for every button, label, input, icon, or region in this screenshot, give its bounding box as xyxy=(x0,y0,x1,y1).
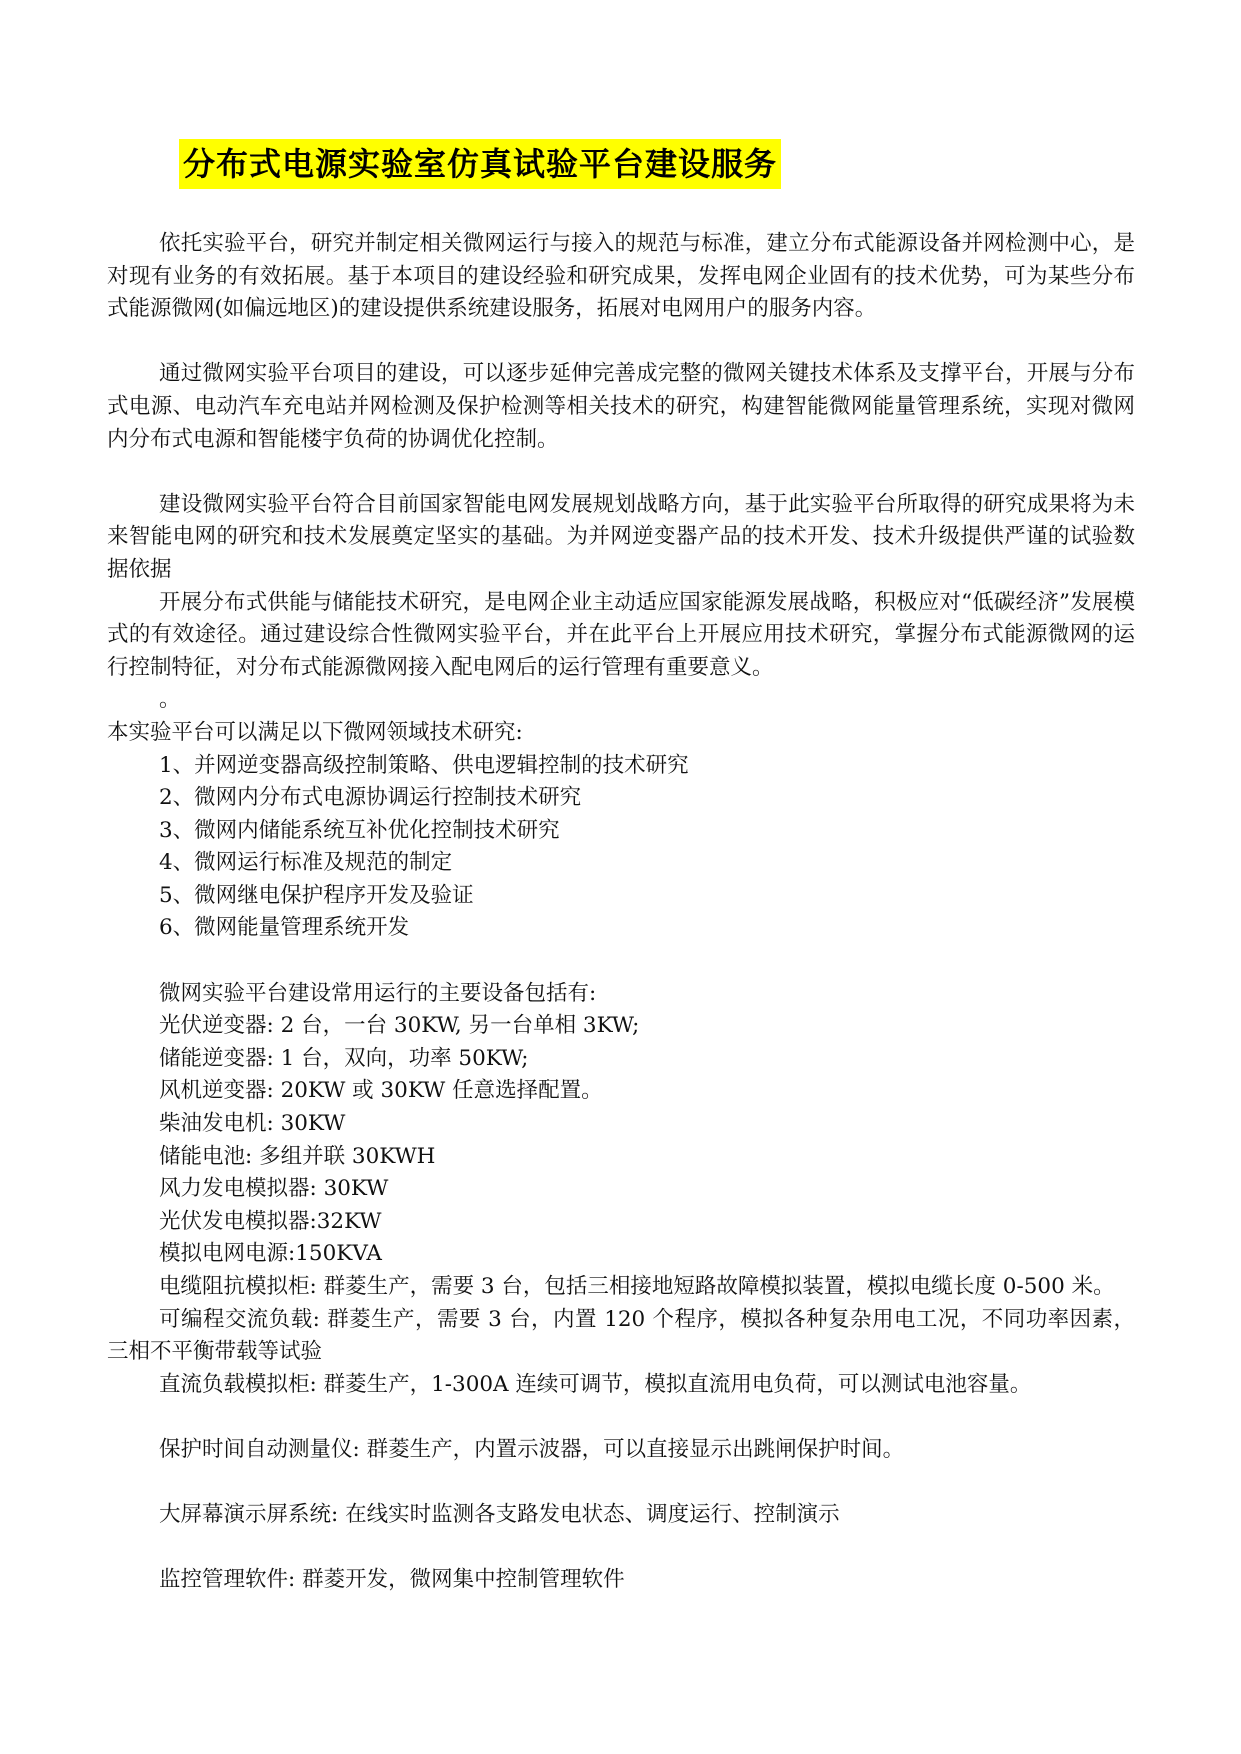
paragraph-gap xyxy=(107,456,1135,489)
research-item: 3、微网内储能系统互补优化控制技术研究 xyxy=(159,817,560,843)
equipment-ac-load: 可编程交流负载: 群菱生产，需要 3 台，内置 120 个程序，模拟各种复杂用电工况，不同功率因素，三相不平衡带载等试验 xyxy=(107,1306,1135,1365)
equipment-item: 风力发电模拟器: 30KW xyxy=(159,1176,389,1202)
equipment-item: 储能逆变器: 1 台，双向，功率 50KW; xyxy=(159,1045,529,1071)
equipment-item: 模拟电网电源:150KVA xyxy=(159,1241,382,1267)
equipment-dc-load: 直流负载模拟柜: 群菱生产，1-300A 连续可调节，模拟直流用电负荷，可以测试电池容量。 xyxy=(159,1371,1032,1397)
equipment-item: 储能电池: 多组并联 30KWH xyxy=(159,1143,436,1169)
paragraph-gap xyxy=(107,326,1135,359)
research-item: 1、并网逆变器高级控制策略、供电逻辑控制的技术研究 xyxy=(159,752,689,778)
research-intro: 本实验平台可以满足以下微网领域技术研究: xyxy=(107,719,523,745)
equipment-item: 风机逆变器: 20KW 或 30KW 任意选择配置。 xyxy=(159,1078,603,1104)
research-item: 5、微网继电保护程序开发及验证 xyxy=(159,882,474,908)
paragraph-platform-service: 依托实验平台，研究并制定相关微网运行与接入的规范与标准，建立分布式能源设备并网检测中心，是对现有业务的有效拓展。基于本项目的建设经验和研究成果，发挥电网企业固有的技术优势，可为某些分布式能源微网(如偏远地区)的建设提供系统建设服务，拓展对电网用户的服务内容。 xyxy=(107,231,1135,322)
equipment-big-screen: 大屏幕演示屏系统: 在线实时监测各支路发电状态、调度运行、控制演示 xyxy=(159,1502,840,1528)
equipment-item: 光伏逆变器: 2 台，一台 30KW, 另一台单相 3KW; xyxy=(159,1013,640,1039)
paragraph-microgrid-construction: 通过微网实验平台项目的建设，可以逐步延伸完善成完整的微网关键技术体系及支撑平台，开展与分布式电源、电动汽车充电站并网检测及保护检测等相关技术的研究，构建智能微网能量管理系统，实现对微网内分布式电源和智能楼宇负荷的协调优化控制。 xyxy=(107,361,1135,452)
research-item: 6、微网能量管理系统开发 xyxy=(159,915,410,941)
document-body xyxy=(107,228,1135,1597)
equipment-item: 柴油发电机: 30KW xyxy=(159,1111,346,1137)
research-item: 4、微网运行标准及规范的制定 xyxy=(159,850,453,876)
equipment-item: 光伏发电模拟器:32KW xyxy=(159,1208,382,1234)
equipment-intro: 微网实验平台建设常用运行的主要设备包括有: xyxy=(159,980,597,1006)
paragraph-gap xyxy=(107,945,1135,978)
research-item: 2、微网内分布式电源协调运行控制技术研究 xyxy=(159,785,582,811)
paragraph-distributed-energy: 开展分布式供能与储能技术研究，是电网企业主动适应国家能源发展战略，积极应对“低碳经济”发展模式的有效途径。通过建设综合性微网实验平台，并在此平台上开展应用技术研究，掌握分布式能源微网的运行控制特征，对分布式能源微网接入配电网后的运行管理有重要意义。 xyxy=(107,589,1135,680)
equipment-protection-timer: 保护时间自动测量仪: 群菱生产，内置示波器，可以直接显示出跳闸保护时间。 xyxy=(159,1436,905,1462)
document-title: 分布式电源实验室仿真试验平台建设服务 xyxy=(179,139,781,189)
equipment-cable-simulator: 电缆阻抗模拟柜: 群菱生产，需要 3 台，包括三相接地短路故障模拟装置，模拟电缆长度 0-500 米。 xyxy=(159,1274,1115,1299)
trailing-mark: 。 xyxy=(159,687,181,713)
paragraph-gap xyxy=(107,1532,1135,1565)
paragraph-smart-grid-strategy: 建设微网实验平台符合目前国家智能电网发展规划战略方向，基于此实验平台所取得的研究成果将为未来智能电网的研究和技术发展奠定坚实的基础。为并网逆变器产品的技术开发、技术升级提供严谨的试验数据依据 xyxy=(107,491,1135,582)
paragraph-gap xyxy=(107,1467,1135,1500)
paragraph-gap xyxy=(107,1401,1135,1434)
equipment-monitor-software: 监控管理软件: 群菱开发，微网集中控制管理软件 xyxy=(159,1567,625,1593)
